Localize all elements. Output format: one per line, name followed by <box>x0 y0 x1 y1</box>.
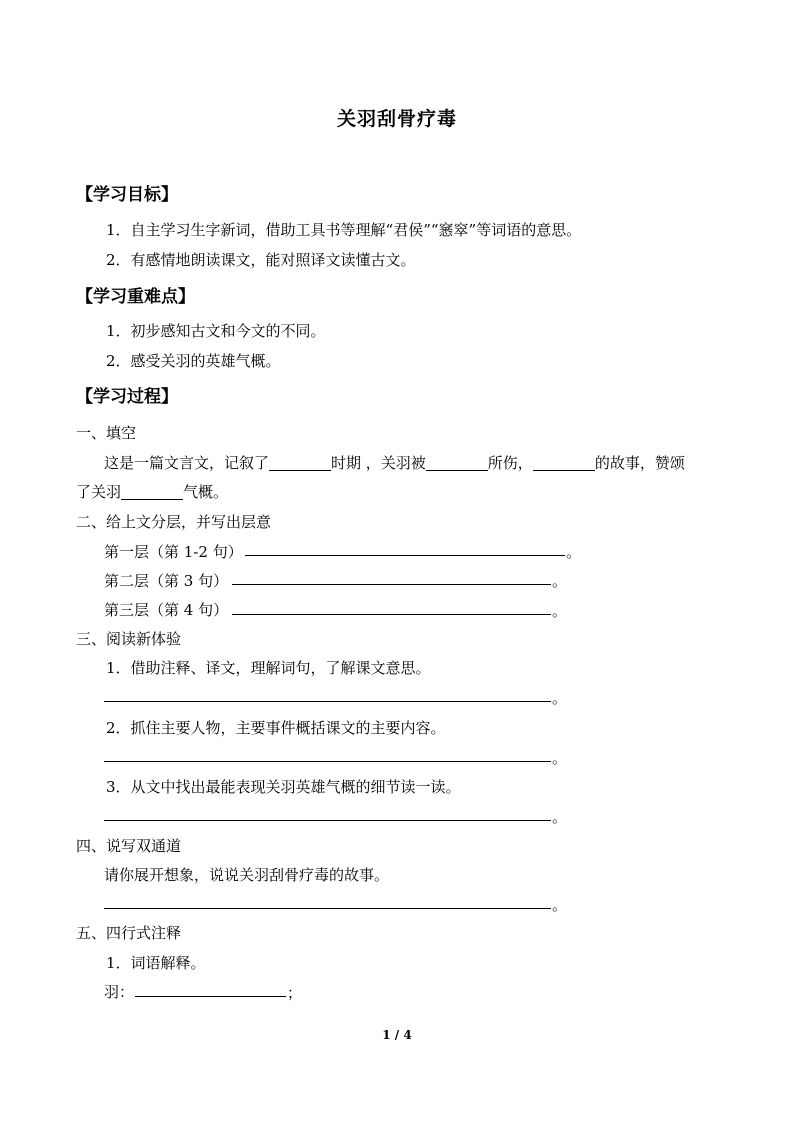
layer-3-answer-line[interactable] <box>232 614 551 615</box>
layer-1-label: 第一层（第 1-2 句） <box>104 543 243 561</box>
page-number: 1 / 4 <box>382 1028 412 1042</box>
fill-heading: 一、填空 <box>76 424 137 442</box>
reading-end-3: 。 <box>552 808 568 826</box>
keypoints-heading: 【学习重难点】 <box>76 287 195 307</box>
layer-1-answer-line[interactable] <box>245 555 565 556</box>
fill-blank-1[interactable] <box>269 454 331 471</box>
reading-answer-line-1[interactable] <box>104 701 551 702</box>
notes-word-label: 羽： <box>104 983 135 1001</box>
layer-3-label: 第三层（第 4 句） <box>104 601 229 619</box>
fill-text-b: 时期 ，关羽被 <box>331 454 426 472</box>
reading-heading: 三、阅读新体验 <box>76 630 182 648</box>
goals-heading: 【学习目标】 <box>76 185 178 205</box>
keypoint-item-2: 2．感受关羽的英雄气概。 <box>106 352 281 370</box>
layer-1-end: 。 <box>566 543 582 561</box>
reading-answer-line-3[interactable] <box>104 820 551 821</box>
layers-heading: 二、给上文分层，并写出层意 <box>76 513 272 531</box>
fill-blank-4[interactable] <box>121 483 183 500</box>
fill-text-e: 了关羽 <box>76 483 122 501</box>
reading-end-2: 。 <box>552 749 568 767</box>
fill-paragraph-line-2 <box>76 481 228 502</box>
fill-text-c: 所伤， <box>487 454 533 472</box>
notes-word-answer-line[interactable] <box>135 996 286 997</box>
speak-end: 。 <box>552 896 568 914</box>
speak-answer-line[interactable] <box>104 908 551 909</box>
goal-item-1: 1．自主学习生字新词，借助工具书等理解“君侯”“窸窣”等词语的意思。 <box>106 221 582 239</box>
layer-2-label: 第二层（第 3 句） <box>104 572 229 590</box>
reading-question-3: 3．从文中找出最能表现关羽英雄气概的细节读一读。 <box>106 778 461 796</box>
fill-text-f: 气概。 <box>183 483 229 501</box>
layer-3-end: 。 <box>552 602 568 620</box>
notes-question-1: 1．词语解释。 <box>106 954 206 972</box>
reading-question-2: 2．抓住主要人物，主要事件概括课文的主要内容。 <box>106 719 446 737</box>
process-heading: 【学习过程】 <box>76 387 178 407</box>
reading-question-1: 1．借助注释、译文，理解词句，了解课文意思。 <box>106 659 431 677</box>
fill-blank-2[interactable] <box>426 454 488 471</box>
layer-2-end: 。 <box>552 572 568 590</box>
reading-answer-line-2[interactable] <box>104 761 551 762</box>
page-title: 关羽刮骨疗毒 <box>336 108 457 130</box>
fill-blank-3[interactable] <box>533 454 595 471</box>
fill-paragraph-line-1 <box>104 452 685 473</box>
fill-text-d: 的故事，赞颂 <box>594 454 685 472</box>
fill-text-a: 这是一篇文言文，记叙了 <box>104 454 270 472</box>
speak-prompt: 请你展开想象，说说关羽刮骨疗毒的故事。 <box>104 866 390 884</box>
keypoint-item-1: 1．初步感知古文和今文的不同。 <box>106 322 326 340</box>
notes-heading: 五、四行式注释 <box>76 924 182 942</box>
reading-end-1: 。 <box>552 689 568 707</box>
goal-item-2: 2．有感情地朗读课文，能对照译文读懂古文。 <box>106 251 416 269</box>
notes-word-end: ； <box>287 984 303 1002</box>
speak-heading: 四、说写双通道 <box>76 837 182 855</box>
layer-2-answer-line[interactable] <box>232 584 551 585</box>
